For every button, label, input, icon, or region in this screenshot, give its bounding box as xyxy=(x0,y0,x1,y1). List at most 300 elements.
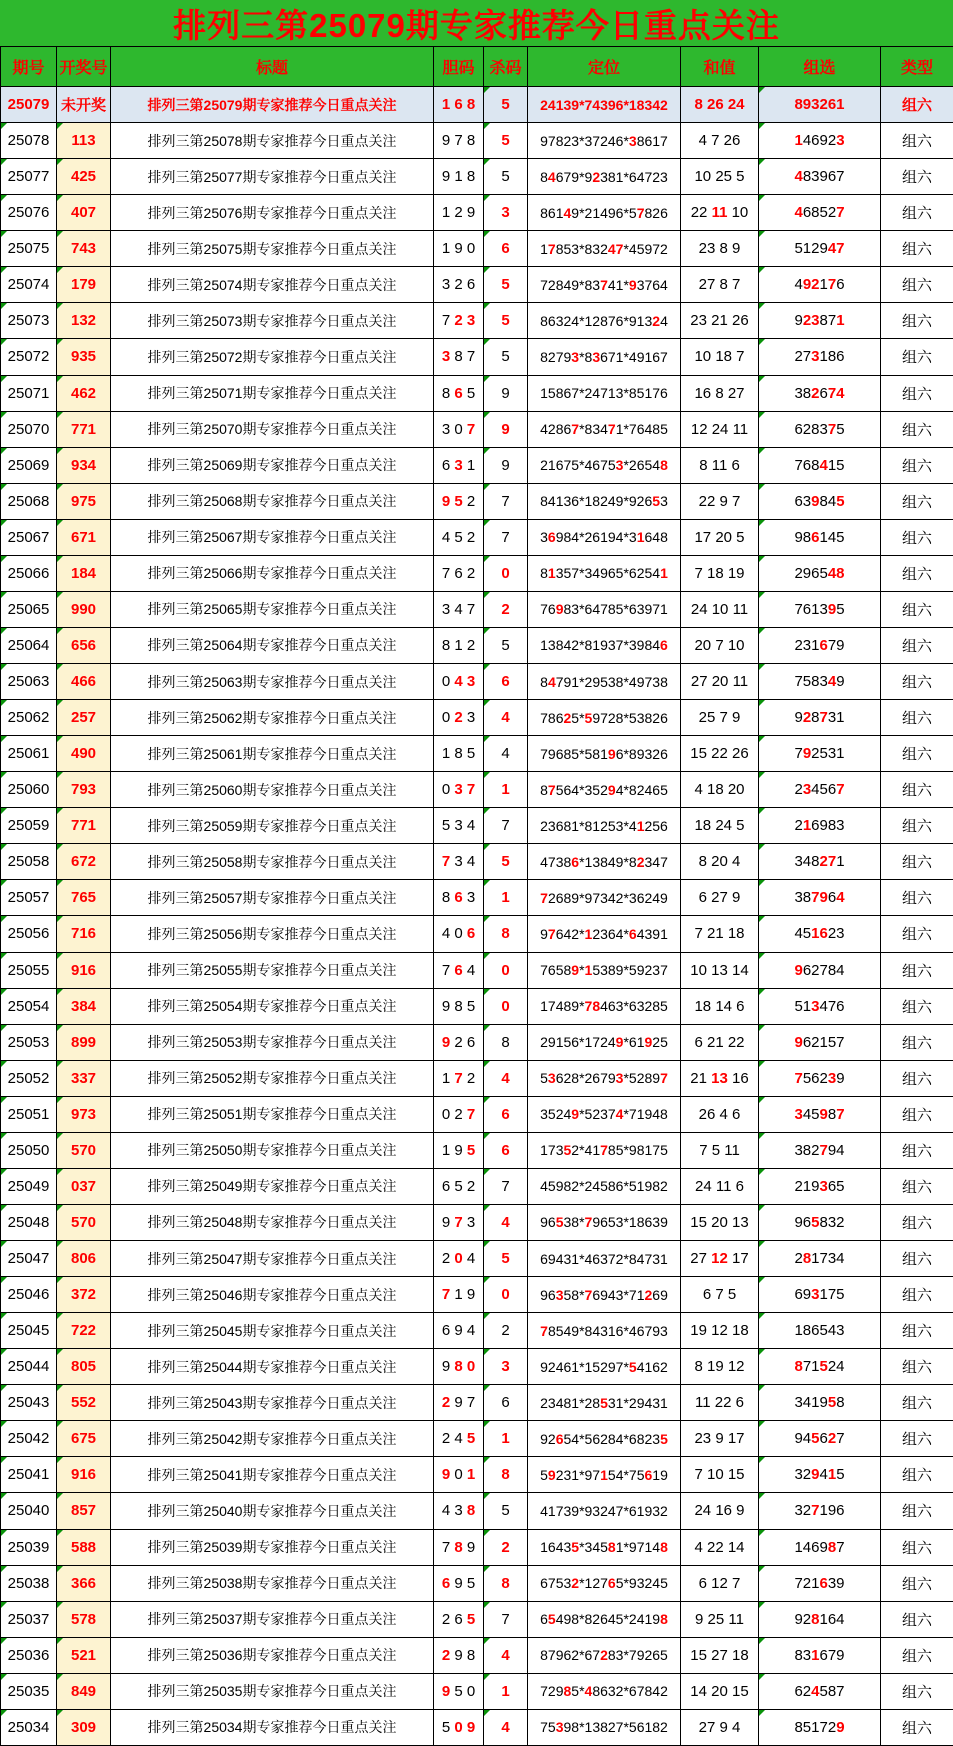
position-cell[interactable]: 53628*26793*52897 xyxy=(528,1060,681,1096)
group-select-cell[interactable]: 512947 xyxy=(759,231,881,267)
draw-number-cell[interactable]: 552 xyxy=(57,1385,111,1421)
kill-code-cell[interactable] xyxy=(484,1060,528,1096)
draw-number-cell[interactable]: 743 xyxy=(57,231,111,267)
kill-code-cell[interactable] xyxy=(484,1204,528,1240)
column-header-kill-code[interactable]: 杀码 xyxy=(484,47,528,87)
sum-value-cell[interactable]: 19 12 18 xyxy=(681,1313,759,1349)
draw-number-cell[interactable]: 未开奖 xyxy=(57,87,111,123)
type-cell[interactable]: 组六 xyxy=(881,1529,953,1565)
kill-code-cell[interactable] xyxy=(484,1132,528,1168)
period-cell[interactable]: 25048 xyxy=(1,1204,57,1240)
position-cell[interactable]: 47386*13849*82347 xyxy=(528,844,681,880)
type-cell[interactable]: 组六 xyxy=(881,1349,953,1385)
dan-code-cell[interactable]: 5 3 4 xyxy=(434,808,484,844)
dan-code-cell[interactable]: 0 4 3 xyxy=(434,664,484,700)
dan-code-cell[interactable]: 7 2 3 xyxy=(434,303,484,339)
period-cell[interactable]: 25072 xyxy=(1,339,57,375)
period-cell[interactable]: 25071 xyxy=(1,375,57,411)
group-select-cell[interactable]: 348271 xyxy=(759,844,881,880)
group-select-cell[interactable]: 186543 xyxy=(759,1313,881,1349)
period-cell[interactable]: 25049 xyxy=(1,1168,57,1204)
title-cell[interactable]: 排列三第25034期专家推荐今日重点关注 xyxy=(111,1709,434,1745)
sum-value-cell[interactable]: 27 9 4 xyxy=(681,1709,759,1745)
period-cell[interactable]: 25066 xyxy=(1,555,57,591)
draw-number-cell[interactable]: 570 xyxy=(57,1204,111,1240)
dan-code-cell[interactable]: 4 0 6 xyxy=(434,916,484,952)
period-cell[interactable]: 25054 xyxy=(1,988,57,1024)
dan-code-cell[interactable]: 1 7 2 xyxy=(434,1060,484,1096)
draw-number-cell[interactable]: 113 xyxy=(57,123,111,159)
position-cell[interactable]: 75398*13827*56182 xyxy=(528,1709,681,1745)
type-cell[interactable]: 组六 xyxy=(881,591,953,627)
period-cell[interactable]: 25077 xyxy=(1,159,57,195)
draw-number-cell[interactable]: 037 xyxy=(57,1168,111,1204)
group-select-cell[interactable]: 341958 xyxy=(759,1385,881,1421)
title-cell[interactable]: 排列三第25067期专家推荐今日重点关注 xyxy=(111,519,434,555)
position-cell[interactable]: 84791*29538*49738 xyxy=(528,664,681,700)
period-cell[interactable]: 25052 xyxy=(1,1060,57,1096)
type-cell[interactable]: 组六 xyxy=(881,1709,953,1745)
type-cell[interactable]: 组六 xyxy=(881,736,953,772)
title-cell[interactable]: 排列三第25066期专家推荐今日重点关注 xyxy=(111,555,434,591)
title-cell[interactable]: 排列三第25070期专家推荐今日重点关注 xyxy=(111,411,434,447)
group-select-cell[interactable]: 986145 xyxy=(759,519,881,555)
dan-code-cell[interactable]: 4 5 2 xyxy=(434,519,484,555)
type-cell[interactable]: 组六 xyxy=(881,123,953,159)
group-select-cell[interactable]: 639845 xyxy=(759,483,881,519)
period-cell[interactable]: 25046 xyxy=(1,1277,57,1313)
kill-code-cell[interactable]: 6 xyxy=(484,1385,528,1421)
dan-code-cell[interactable]: 6 5 2 xyxy=(434,1168,484,1204)
dan-code-cell[interactable]: 9 5 2 xyxy=(434,483,484,519)
title-cell[interactable]: 排列三第25039期专家推荐今日重点关注 xyxy=(111,1529,434,1565)
type-cell[interactable]: 组六 xyxy=(881,231,953,267)
sum-value-cell[interactable]: 27 8 7 xyxy=(681,267,759,303)
position-cell[interactable]: 23681*81253*41256 xyxy=(528,808,681,844)
group-select-cell[interactable]: 721639 xyxy=(759,1565,881,1601)
position-cell[interactable]: 59231*97154*75619 xyxy=(528,1457,681,1493)
dan-code-cell[interactable]: 6 9 4 xyxy=(434,1313,484,1349)
draw-number-cell[interactable]: 675 xyxy=(57,1421,111,1457)
group-select-cell[interactable]: 628375 xyxy=(759,411,881,447)
period-cell[interactable]: 25042 xyxy=(1,1421,57,1457)
title-cell[interactable]: 排列三第25061期专家推荐今日重点关注 xyxy=(111,736,434,772)
group-select-cell[interactable]: 231679 xyxy=(759,627,881,663)
type-cell[interactable]: 组六 xyxy=(881,772,953,808)
position-cell[interactable]: 42867*83471*76485 xyxy=(528,411,681,447)
title-cell[interactable]: 排列三第25077期专家推荐今日重点关注 xyxy=(111,159,434,195)
sum-value-cell[interactable]: 8 20 4 xyxy=(681,844,759,880)
period-cell[interactable]: 25063 xyxy=(1,664,57,700)
draw-number-cell[interactable]: 337 xyxy=(57,1060,111,1096)
draw-number-cell[interactable]: 570 xyxy=(57,1132,111,1168)
position-cell[interactable]: 86324*12876*91324 xyxy=(528,303,681,339)
type-cell[interactable]: 组六 xyxy=(881,1565,953,1601)
title-cell[interactable]: 排列三第25035期专家推荐今日重点关注 xyxy=(111,1673,434,1709)
group-select-cell[interactable]: 296548 xyxy=(759,555,881,591)
group-select-cell[interactable]: 483967 xyxy=(759,159,881,195)
type-cell[interactable]: 组六 xyxy=(881,1204,953,1240)
kill-code-cell[interactable] xyxy=(484,267,528,303)
title-cell[interactable]: 排列三第25053期专家推荐今日重点关注 xyxy=(111,1024,434,1060)
title-cell[interactable]: 排列三第25060期专家推荐今日重点关注 xyxy=(111,772,434,808)
period-cell[interactable]: 25078 xyxy=(1,123,57,159)
sum-value-cell[interactable]: 23 21 26 xyxy=(681,303,759,339)
draw-number-cell[interactable]: 179 xyxy=(57,267,111,303)
type-cell[interactable]: 组六 xyxy=(881,555,953,591)
draw-number-cell[interactable]: 184 xyxy=(57,555,111,591)
period-cell[interactable]: 25039 xyxy=(1,1529,57,1565)
position-cell[interactable]: 78549*84316*46793 xyxy=(528,1313,681,1349)
title-cell[interactable]: 排列三第25038期专家推荐今日重点关注 xyxy=(111,1565,434,1601)
title-cell[interactable]: 排列三第25054期专家推荐今日重点关注 xyxy=(111,988,434,1024)
position-cell[interactable]: 21675*46753*26548 xyxy=(528,447,681,483)
period-cell[interactable]: 25062 xyxy=(1,700,57,736)
kill-code-cell[interactable] xyxy=(484,916,528,952)
group-select-cell[interactable]: 893261 xyxy=(759,87,881,123)
period-cell[interactable]: 25045 xyxy=(1,1313,57,1349)
position-cell[interactable]: 65498*82645*24198 xyxy=(528,1601,681,1637)
position-cell[interactable]: 92654*56284*68235 xyxy=(528,1421,681,1457)
period-cell[interactable]: 25056 xyxy=(1,916,57,952)
draw-number-cell[interactable]: 671 xyxy=(57,519,111,555)
draw-number-cell[interactable]: 771 xyxy=(57,411,111,447)
title-cell[interactable]: 排列三第25078期专家推荐今日重点关注 xyxy=(111,123,434,159)
type-cell[interactable]: 组六 xyxy=(881,880,953,916)
dan-code-cell[interactable]: 3 2 6 xyxy=(434,267,484,303)
kill-code-cell[interactable] xyxy=(484,195,528,231)
kill-code-cell[interactable] xyxy=(484,844,528,880)
group-select-cell[interactable]: 923871 xyxy=(759,303,881,339)
kill-code-cell[interactable]: 9 xyxy=(484,447,528,483)
dan-code-cell[interactable]: 1 9 5 xyxy=(434,1132,484,1168)
type-cell[interactable]: 组六 xyxy=(881,519,953,555)
draw-number-cell[interactable]: 805 xyxy=(57,1349,111,1385)
kill-code-cell[interactable] xyxy=(484,772,528,808)
dan-code-cell[interactable]: 7 6 4 xyxy=(434,952,484,988)
group-select-cell[interactable]: 492176 xyxy=(759,267,881,303)
sum-value-cell[interactable]: 11 22 6 xyxy=(681,1385,759,1421)
kill-code-cell[interactable] xyxy=(484,1277,528,1313)
position-cell[interactable]: 67532*12765*93245 xyxy=(528,1565,681,1601)
dan-code-cell[interactable]: 1 2 9 xyxy=(434,195,484,231)
draw-number-cell[interactable]: 716 xyxy=(57,916,111,952)
kill-code-cell[interactable] xyxy=(484,591,528,627)
title-cell[interactable]: 排列三第25055期专家推荐今日重点关注 xyxy=(111,952,434,988)
kill-code-cell[interactable] xyxy=(484,1565,528,1601)
title-cell[interactable]: 排列三第25037期专家推荐今日重点关注 xyxy=(111,1601,434,1637)
type-cell[interactable]: 组六 xyxy=(881,1168,953,1204)
sum-value-cell[interactable]: 8 11 6 xyxy=(681,447,759,483)
kill-code-cell[interactable]: 7 xyxy=(484,1168,528,1204)
draw-number-cell[interactable]: 771 xyxy=(57,808,111,844)
draw-number-cell[interactable]: 462 xyxy=(57,375,111,411)
dan-code-cell[interactable]: 9 1 8 xyxy=(434,159,484,195)
kill-code-cell[interactable] xyxy=(484,1529,528,1565)
group-select-cell[interactable]: 468527 xyxy=(759,195,881,231)
title-cell[interactable]: 排列三第25056期专家推荐今日重点关注 xyxy=(111,916,434,952)
title-cell[interactable]: 排列三第25052期专家推荐今日重点关注 xyxy=(111,1060,434,1096)
dan-code-cell[interactable]: 0 2 3 xyxy=(434,700,484,736)
kill-code-cell[interactable] xyxy=(484,555,528,591)
draw-number-cell[interactable]: 973 xyxy=(57,1096,111,1132)
group-select-cell[interactable]: 962157 xyxy=(759,1024,881,1060)
group-select-cell[interactable]: 693175 xyxy=(759,1277,881,1313)
type-cell[interactable]: 组六 xyxy=(881,952,953,988)
sum-value-cell[interactable]: 20 7 10 xyxy=(681,627,759,663)
group-select-cell[interactable]: 281734 xyxy=(759,1241,881,1277)
period-cell[interactable]: 25067 xyxy=(1,519,57,555)
title-cell[interactable]: 排列三第25079期专家推荐今日重点关注 xyxy=(111,87,434,123)
sum-value-cell[interactable]: 4 7 26 xyxy=(681,123,759,159)
sum-value-cell[interactable]: 15 22 26 xyxy=(681,736,759,772)
position-cell[interactable]: 36984*26194*31648 xyxy=(528,519,681,555)
kill-code-cell[interactable]: 5 xyxy=(484,159,528,195)
type-cell[interactable]: 组六 xyxy=(881,916,953,952)
draw-number-cell[interactable]: 466 xyxy=(57,664,111,700)
sum-value-cell[interactable]: 7 10 15 xyxy=(681,1457,759,1493)
dan-code-cell[interactable]: 8 1 2 xyxy=(434,627,484,663)
dan-code-cell[interactable]: 6 3 1 xyxy=(434,447,484,483)
type-cell[interactable]: 组六 xyxy=(881,447,953,483)
kill-code-cell[interactable]: 5 xyxy=(484,627,528,663)
type-cell[interactable]: 组六 xyxy=(881,339,953,375)
period-cell[interactable]: 25038 xyxy=(1,1565,57,1601)
draw-number-cell[interactable]: 722 xyxy=(57,1313,111,1349)
type-cell[interactable]: 组六 xyxy=(881,303,953,339)
period-cell[interactable]: 25059 xyxy=(1,808,57,844)
period-cell[interactable]: 25041 xyxy=(1,1457,57,1493)
group-select-cell[interactable]: 758349 xyxy=(759,664,881,700)
draw-number-cell[interactable]: 132 xyxy=(57,303,111,339)
dan-code-cell[interactable]: 4 3 8 xyxy=(434,1493,484,1529)
draw-number-cell[interactable]: 916 xyxy=(57,952,111,988)
dan-code-cell[interactable]: 6 9 5 xyxy=(434,1565,484,1601)
type-cell[interactable]: 组六 xyxy=(881,1493,953,1529)
title-cell[interactable]: 排列三第25057期专家推荐今日重点关注 xyxy=(111,880,434,916)
kill-code-cell[interactable]: 7 xyxy=(484,808,528,844)
period-cell[interactable]: 25040 xyxy=(1,1493,57,1529)
type-cell[interactable]: 组六 xyxy=(881,375,953,411)
dan-code-cell[interactable]: 5 0 9 xyxy=(434,1709,484,1745)
position-cell[interactable]: 87962*67283*79265 xyxy=(528,1637,681,1673)
sum-value-cell[interactable]: 4 22 14 xyxy=(681,1529,759,1565)
title-cell[interactable]: 排列三第25062期专家推荐今日重点关注 xyxy=(111,700,434,736)
period-cell[interactable]: 25053 xyxy=(1,1024,57,1060)
sum-value-cell[interactable]: 25 7 9 xyxy=(681,700,759,736)
draw-number-cell[interactable]: 806 xyxy=(57,1241,111,1277)
position-cell[interactable]: 97823*37246*38617 xyxy=(528,123,681,159)
kill-code-cell[interactable] xyxy=(484,1349,528,1385)
draw-number-cell[interactable]: 309 xyxy=(57,1709,111,1745)
group-select-cell[interactable]: 146923 xyxy=(759,123,881,159)
draw-number-cell[interactable]: 793 xyxy=(57,772,111,808)
title-cell[interactable]: 排列三第25045期专家推荐今日重点关注 xyxy=(111,1313,434,1349)
sum-value-cell[interactable]: 15 20 13 xyxy=(681,1204,759,1240)
column-header-position[interactable]: 定位 xyxy=(528,47,681,87)
sum-value-cell[interactable]: 22 11 10 xyxy=(681,195,759,231)
kill-code-cell[interactable]: 8 xyxy=(484,1024,528,1060)
draw-number-cell[interactable]: 990 xyxy=(57,591,111,627)
sum-value-cell[interactable]: 8 26 24 xyxy=(681,87,759,123)
type-cell[interactable]: 组六 xyxy=(881,1385,953,1421)
dan-code-cell[interactable]: 3 4 7 xyxy=(434,591,484,627)
sum-value-cell[interactable]: 7 21 18 xyxy=(681,916,759,952)
draw-number-cell[interactable]: 672 xyxy=(57,844,111,880)
dan-code-cell[interactable]: 2 6 5 xyxy=(434,1601,484,1637)
position-cell[interactable]: 76983*64785*63971 xyxy=(528,591,681,627)
dan-code-cell[interactable]: 1 8 5 xyxy=(434,736,484,772)
kill-code-cell[interactable] xyxy=(484,1421,528,1457)
group-select-cell[interactable]: 928731 xyxy=(759,700,881,736)
sum-value-cell[interactable]: 26 4 6 xyxy=(681,1096,759,1132)
period-cell[interactable]: 25070 xyxy=(1,411,57,447)
dan-code-cell[interactable]: 9 8 5 xyxy=(434,988,484,1024)
position-cell[interactable]: 87564*35294*82465 xyxy=(528,772,681,808)
period-cell[interactable]: 25044 xyxy=(1,1349,57,1385)
group-select-cell[interactable]: 831679 xyxy=(759,1637,881,1673)
title-cell[interactable]: 排列三第25073期专家推荐今日重点关注 xyxy=(111,303,434,339)
sum-value-cell[interactable]: 12 24 11 xyxy=(681,411,759,447)
title-cell[interactable]: 排列三第25049期专家推荐今日重点关注 xyxy=(111,1168,434,1204)
title-cell[interactable]: 排列三第25036期专家推荐今日重点关注 xyxy=(111,1637,434,1673)
dan-code-cell[interactable]: 9 5 0 xyxy=(434,1673,484,1709)
title-cell[interactable]: 排列三第25044期专家推荐今日重点关注 xyxy=(111,1349,434,1385)
dan-code-cell[interactable]: 7 1 9 xyxy=(434,1277,484,1313)
group-select-cell[interactable]: 761395 xyxy=(759,591,881,627)
position-cell[interactable]: 72985*48632*67842 xyxy=(528,1673,681,1709)
dan-code-cell[interactable]: 2 0 4 xyxy=(434,1241,484,1277)
sum-value-cell[interactable]: 18 14 6 xyxy=(681,988,759,1024)
title-cell[interactable]: 排列三第25065期专家推荐今日重点关注 xyxy=(111,591,434,627)
kill-code-cell[interactable]: 2 xyxy=(484,1313,528,1349)
dan-code-cell[interactable]: 0 3 7 xyxy=(434,772,484,808)
title-cell[interactable]: 排列三第25051期专家推荐今日重点关注 xyxy=(111,1096,434,1132)
period-cell[interactable]: 25079 xyxy=(1,87,57,123)
type-cell[interactable]: 组六 xyxy=(881,1457,953,1493)
kill-code-cell[interactable] xyxy=(484,1637,528,1673)
group-select-cell[interactable]: 851729 xyxy=(759,1709,881,1745)
type-cell[interactable]: 组六 xyxy=(881,267,953,303)
type-cell[interactable]: 组六 xyxy=(881,195,953,231)
type-cell[interactable]: 组六 xyxy=(881,411,953,447)
group-select-cell[interactable]: 624587 xyxy=(759,1673,881,1709)
position-cell[interactable]: 84679*92381*64723 xyxy=(528,159,681,195)
draw-number-cell[interactable]: 857 xyxy=(57,1493,111,1529)
period-cell[interactable]: 25073 xyxy=(1,303,57,339)
draw-number-cell[interactable]: 384 xyxy=(57,988,111,1024)
title-cell[interactable]: 排列三第25074期专家推荐今日重点关注 xyxy=(111,267,434,303)
period-cell[interactable]: 25036 xyxy=(1,1637,57,1673)
kill-code-cell[interactable] xyxy=(484,988,528,1024)
type-cell[interactable]: 组六 xyxy=(881,159,953,195)
period-cell[interactable]: 25058 xyxy=(1,844,57,880)
period-cell[interactable]: 25076 xyxy=(1,195,57,231)
draw-number-cell[interactable]: 975 xyxy=(57,483,111,519)
type-cell[interactable]: 组六 xyxy=(881,1601,953,1637)
draw-number-cell[interactable]: 916 xyxy=(57,1457,111,1493)
group-select-cell[interactable]: 768415 xyxy=(759,447,881,483)
period-cell[interactable]: 25074 xyxy=(1,267,57,303)
dan-code-cell[interactable]: 9 2 6 xyxy=(434,1024,484,1060)
position-cell[interactable]: 78625*59728*53826 xyxy=(528,700,681,736)
dan-code-cell[interactable]: 9 7 3 xyxy=(434,1204,484,1240)
period-cell[interactable]: 25047 xyxy=(1,1241,57,1277)
type-cell[interactable]: 组六 xyxy=(881,1277,953,1313)
type-cell[interactable]: 组六 xyxy=(881,1241,953,1277)
type-cell[interactable]: 组六 xyxy=(881,700,953,736)
period-cell[interactable]: 25075 xyxy=(1,231,57,267)
kill-code-cell[interactable]: 5 xyxy=(484,339,528,375)
draw-number-cell[interactable]: 490 xyxy=(57,736,111,772)
title-cell[interactable]: 排列三第25046期专家推荐今日重点关注 xyxy=(111,1277,434,1313)
sum-value-cell[interactable]: 22 9 7 xyxy=(681,483,759,519)
kill-code-cell[interactable] xyxy=(484,1457,528,1493)
position-cell[interactable]: 13842*81937*39846 xyxy=(528,627,681,663)
dan-code-cell[interactable]: 0 2 7 xyxy=(434,1096,484,1132)
group-select-cell[interactable]: 329415 xyxy=(759,1457,881,1493)
position-cell[interactable]: 96538*79653*18639 xyxy=(528,1204,681,1240)
group-select-cell[interactable]: 327196 xyxy=(759,1493,881,1529)
position-cell[interactable]: 76589*15389*59237 xyxy=(528,952,681,988)
draw-number-cell[interactable]: 656 xyxy=(57,627,111,663)
title-cell[interactable]: 排列三第25040期专家推荐今日重点关注 xyxy=(111,1493,434,1529)
kill-code-cell[interactable]: 7 xyxy=(484,519,528,555)
draw-number-cell[interactable]: 521 xyxy=(57,1637,111,1673)
group-select-cell[interactable]: 962784 xyxy=(759,952,881,988)
group-select-cell[interactable]: 871524 xyxy=(759,1349,881,1385)
period-cell[interactable]: 25061 xyxy=(1,736,57,772)
sum-value-cell[interactable]: 23 8 9 xyxy=(681,231,759,267)
title-cell[interactable]: 排列三第25076期专家推荐今日重点关注 xyxy=(111,195,434,231)
sum-value-cell[interactable]: 24 11 6 xyxy=(681,1168,759,1204)
position-cell[interactable]: 15867*24713*85176 xyxy=(528,375,681,411)
sum-value-cell[interactable]: 23 9 17 xyxy=(681,1421,759,1457)
kill-code-cell[interactable]: 4 xyxy=(484,736,528,772)
type-cell[interactable]: 组六 xyxy=(881,808,953,844)
title-cell[interactable]: 排列三第25041期专家推荐今日重点关注 xyxy=(111,1457,434,1493)
draw-number-cell[interactable]: 372 xyxy=(57,1277,111,1313)
position-cell[interactable]: 23481*28531*29431 xyxy=(528,1385,681,1421)
dan-code-cell[interactable]: 9 7 8 xyxy=(434,123,484,159)
group-select-cell[interactable]: 273186 xyxy=(759,339,881,375)
draw-number-cell[interactable]: 257 xyxy=(57,700,111,736)
position-cell[interactable]: 17489*78463*63285 xyxy=(528,988,681,1024)
sum-value-cell[interactable]: 6 21 22 xyxy=(681,1024,759,1060)
group-select-cell[interactable]: 387964 xyxy=(759,880,881,916)
position-cell[interactable]: 69431*46372*84731 xyxy=(528,1241,681,1277)
sum-value-cell[interactable]: 15 27 18 xyxy=(681,1637,759,1673)
dan-code-cell[interactable]: 3 0 7 xyxy=(434,411,484,447)
title-cell[interactable]: 排列三第25058期专家推荐今日重点关注 xyxy=(111,844,434,880)
kill-code-cell[interactable] xyxy=(484,231,528,267)
kill-code-cell[interactable]: 5 xyxy=(484,87,528,123)
column-header-period[interactable]: 期号 xyxy=(1,47,57,87)
dan-code-cell[interactable]: 8 6 3 xyxy=(434,880,484,916)
draw-number-cell[interactable]: 588 xyxy=(57,1529,111,1565)
dan-code-cell[interactable]: 9 0 1 xyxy=(434,1457,484,1493)
column-header-sum-value[interactable]: 和值 xyxy=(681,47,759,87)
sum-value-cell[interactable]: 24 16 9 xyxy=(681,1493,759,1529)
kill-code-cell[interactable]: 7 xyxy=(484,1601,528,1637)
period-cell[interactable]: 25057 xyxy=(1,880,57,916)
kill-code-cell[interactable] xyxy=(484,303,528,339)
position-cell[interactable]: 17352*41785*98175 xyxy=(528,1132,681,1168)
column-header-dan-code[interactable]: 胆码 xyxy=(434,47,484,87)
kill-code-cell[interactable] xyxy=(484,1096,528,1132)
dan-code-cell[interactable]: 7 8 9 xyxy=(434,1529,484,1565)
kill-code-cell[interactable] xyxy=(484,700,528,736)
